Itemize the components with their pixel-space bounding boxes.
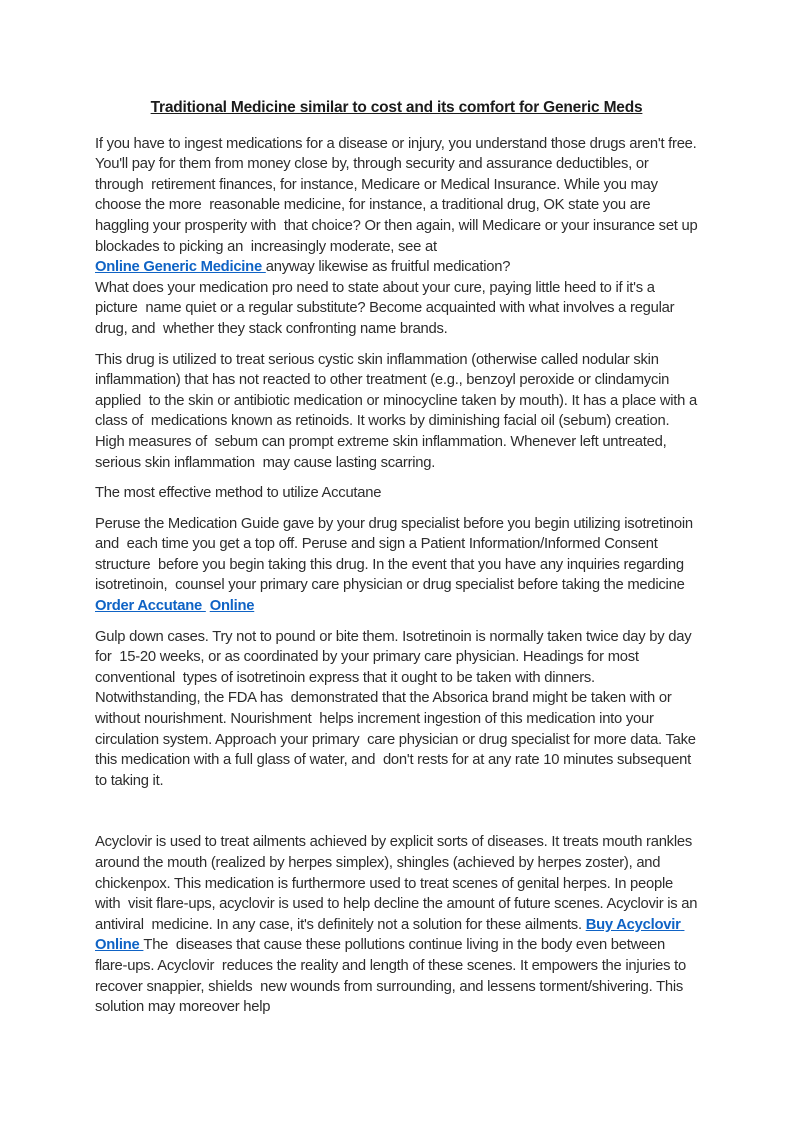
paragraph-text: The diseases that cause these pollutions continue living in the body even between flare-ups. Acyclovir reduces the reality and length of these scenes. It empowers the injuries to recover snappier, shields new wounds from surrounding, and lessens torment/shivering. This solution may moreover help [95,937,690,1016]
paragraph-intro [95,134,704,340]
paragraph-acyclovir [95,832,702,1017]
paragraph-text: Gulp down cases. Try not to pound or bite them. Isotretinoin is normally taken twice day by day for 15-20 weeks, or as coordinated by your primary care physician. Headings for most conventional types of isotretinoin express that it ought to be taken with dinners. Notwithstanding, the FDA has demonstrated that the Absorica brand might be taken with or without nourishment. Nourishment helps increment ingestion of this medication into your circulation system. Approach your primary care physician or drug specialist for more data. Take this medication with a full glass of water, and don't rests for at any rate 10 minutes subsequent to taking it. [95,628,700,789]
paragraph-text: The most effective method to utilize Accutane [95,485,382,502]
paragraph-drug-description [95,350,701,474]
paragraph-text: Acyclovir is used to treat ailments achieved by explicit sorts of diseases. It treats mouth rankles around the mouth (realized by herpes simplex), shingles (achieved by herpes zoster), and chickenpox. This medication is furthermore used to treat scenes of genital herpes. In people with visit flare-ups, acyclovir is used to help decline the amount of future scenes. Acyclovir is an antiviral medicine. In any case, it's definitely not a solution for these ailments. [95,834,702,933]
document-title: Traditional Medicine similar to cost and its comfort for Generic Meds [150,99,643,116]
paragraph-text: Peruse the Medication Guide gave by your drug specialist before you begin utilizing isotretinoin and each time you get a top off. Peruse and sign a Patient Information/Informed Consent structure before you begin taking this drug. In the event that you have any inquiries regarding isotretinoin, counsel your primary care physician or drug specialist before taking the medicine [95,515,697,594]
link-order-accutane[interactable]: Order Accutane [95,598,206,615]
paragraph-accutane-heading [95,483,698,504]
paragraph-dosage-instructions [95,627,698,792]
link-buy-acyclovir-online[interactable]: Buy Acyclovir Online [95,916,685,954]
link-online[interactable]: Online [209,598,255,615]
paragraph-text: This drug is utilized to treat serious cystic skin inflammation (otherwise called nodular skin inflammation) that has not reacted to other treatment (e.g., benzoyl peroxide or clindamycin applied to the skin or antibiotic medication or minocycline taken by mouth). It has a place with a class of medications known as retinoids. It works by diminishing facial oil (sebum) creation. High measures of sebum can prompt extreme skin inflammation. Whenever left untreated, serious skin inflammation may cause lasting scarring. [95,351,701,471]
paragraph-text: anyway likewise as fruitful medication? [265,259,511,276]
paragraph-medication-guide [95,514,698,617]
link-online-generic-medicine[interactable]: Online Generic Medicine [95,259,266,276]
paragraph-text: What does your medication pro need to state about your cure, paying little heed to if it's a picture name quiet or a regular substitute? Become acquainted with what involves a regular drug, and whether they stack confronting name brands. [95,279,679,337]
paragraph-text: If you have to ingest medications for a disease or injury, you understand those drugs aren't free. You'll pay for them from money close by, through security and assurance deductibles, or through retirement finances, for instance, Medicare or Medical Insurance. While you may choose the more reasonable medicine, for instance, a traditional drug, OK state you are haggling your prosperity with that choice? Or then again, will Medicare or your insurance set up blockades to picking an increasingly moderate, see at [95,135,704,255]
empty-paragraph [95,801,698,822]
